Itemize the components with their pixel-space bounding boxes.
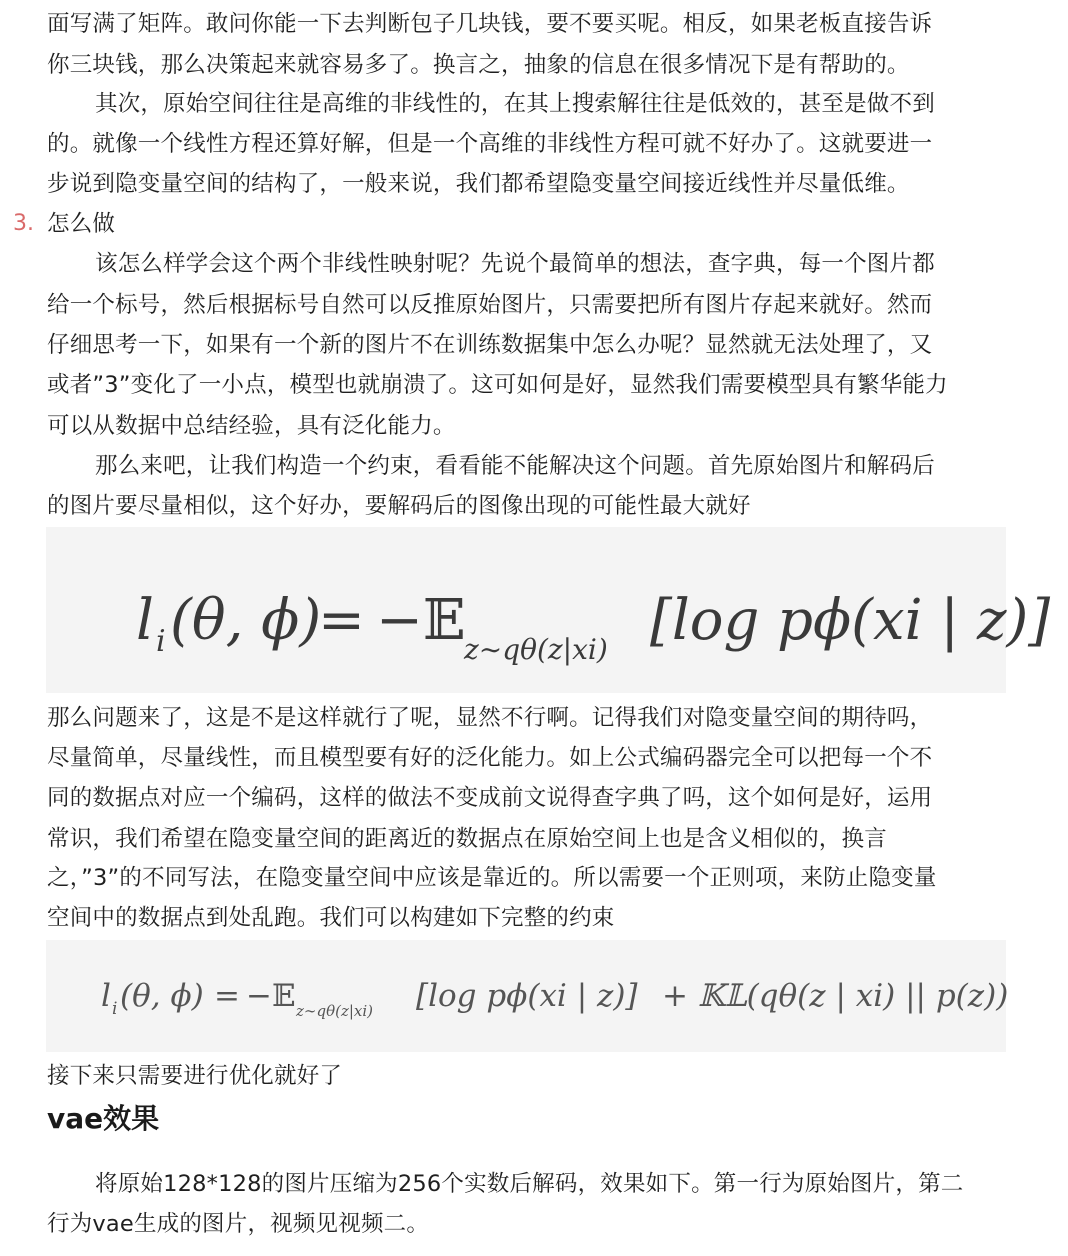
paragraph-line: 该怎么样学会这个两个非线性映射呢？先说个最简单的想法，查字典，每一个图片都 <box>95 251 935 277</box>
paragraph-line: 你三块钱，那么决策起来就容易多了。换言之，抽象的信息在很多情况下是有帮助的。 <box>47 52 910 78</box>
formula2-lhs-sub: i <box>112 999 118 1019</box>
formula2-lhs: l <box>101 978 111 1014</box>
formula1-equals: = <box>318 588 365 653</box>
formula1-expectation: −𝔼 <box>376 588 466 653</box>
formula2-subscript: z∼qθ(z|xi) <box>296 1002 374 1020</box>
list-number: 3. <box>13 211 34 236</box>
formula1-lhs: l <box>136 588 154 653</box>
paragraph-line: 或者”3”变化了一小点，模型也就崩溃了。这可如何是好，显然我们需要模型具有繁华能力 <box>47 372 948 398</box>
formula1-subscript: z∼qθ(z|xi) <box>464 633 608 666</box>
formula1-body: [log pϕ(xi | z)] <box>650 588 1051 653</box>
paragraph-line: 行为vae生成的图片，视频见视频二。 <box>47 1211 430 1237</box>
formula2-body: [log pϕ(xi | z)] <box>416 978 638 1014</box>
paragraph-line: 的图片要尽量相似，这个好办，要解码后的图像出现的可能性最大就好 <box>47 493 751 519</box>
formula2-kl-term: + 𝕂𝕃(qθ(z | xi) || p(z)) <box>662 978 1009 1014</box>
paragraph-line: 其次，原始空间往往是高维的非线性的，在其上搜索解往往是低效的，甚至是做不到 <box>95 91 935 117</box>
formula1-args: (θ, ϕ) <box>170 588 322 653</box>
formula1-lhs-sub: i <box>156 624 166 659</box>
formula2-args: (θ, ϕ) <box>120 978 204 1014</box>
paragraph-line: 的。就像一个线性方程还算好解，但是一个高维的非线性方程可就不好办了。这就要进一 <box>47 131 933 157</box>
paragraph-line: 尽量简单，尽量线性，而且模型要有好的泛化能力。如上公式编码器完全可以把每一个不 <box>47 745 933 771</box>
section-heading: vae效果 <box>47 1102 160 1135</box>
paragraph-line: 可以从数据中总结经验，具有泛化能力。 <box>47 413 456 439</box>
paragraph-line: 步说到隐变量空间的结构了，一般来说，我们都希望隐变量空间接近线性并尽量低维。 <box>47 171 910 197</box>
paragraph-line: 仔细思考一下，如果有一个新的图片不在训练数据集中怎么办呢？显然就无法处理了，又 <box>47 332 933 358</box>
formula-full-loss <box>46 940 1009 1052</box>
list-item-title: 怎么做 <box>47 211 116 237</box>
formula2-equals: = <box>214 978 240 1014</box>
paragraph-line: 空间中的数据点到处乱跑。我们可以构建如下完整的约束 <box>47 905 615 931</box>
formula-reconstruction-loss <box>46 527 1051 693</box>
paragraph-line: 将原始128*128的图片压缩为256个实数后解码，效果如下。第一行为原始图片，第二 <box>95 1171 964 1197</box>
paragraph-line: 接下来只需要进行优化就好了 <box>47 1063 343 1089</box>
formula2-expectation: −𝔼 <box>246 978 296 1014</box>
paragraph-line: 常识，我们希望在隐变量空间的距离近的数据点在原始空间上也是含义相似的，换言 <box>47 826 887 852</box>
paragraph-line: 之，”3”的不同写法，在隐变量空间中应该是靠近的。所以需要一个正则项，来防止隐变量 <box>47 865 937 891</box>
paragraph-line: 同的数据点对应一个编码，这样的做法不变成前文说得查字典了吗，这个如何是好，运用 <box>47 785 933 811</box>
paragraph-line: 面写满了矩阵。敢问你能一下去判断包子几块钱，要不要买呢。相反，如果老板直接告诉 <box>47 11 933 37</box>
paragraph-line: 那么来吧，让我们构造一个约束，看看能不能解决这个问题。首先原始图片和解码后 <box>95 453 935 479</box>
paragraph-line: 给一个标号，然后根据标号自然可以反推原始图片，只需要把所有图片存起来就好。然而 <box>47 292 933 318</box>
paragraph-line: 那么问题来了，这是不是这样就行了呢，显然不行啊。记得我们对隐变量空间的期待吗， <box>47 705 933 731</box>
